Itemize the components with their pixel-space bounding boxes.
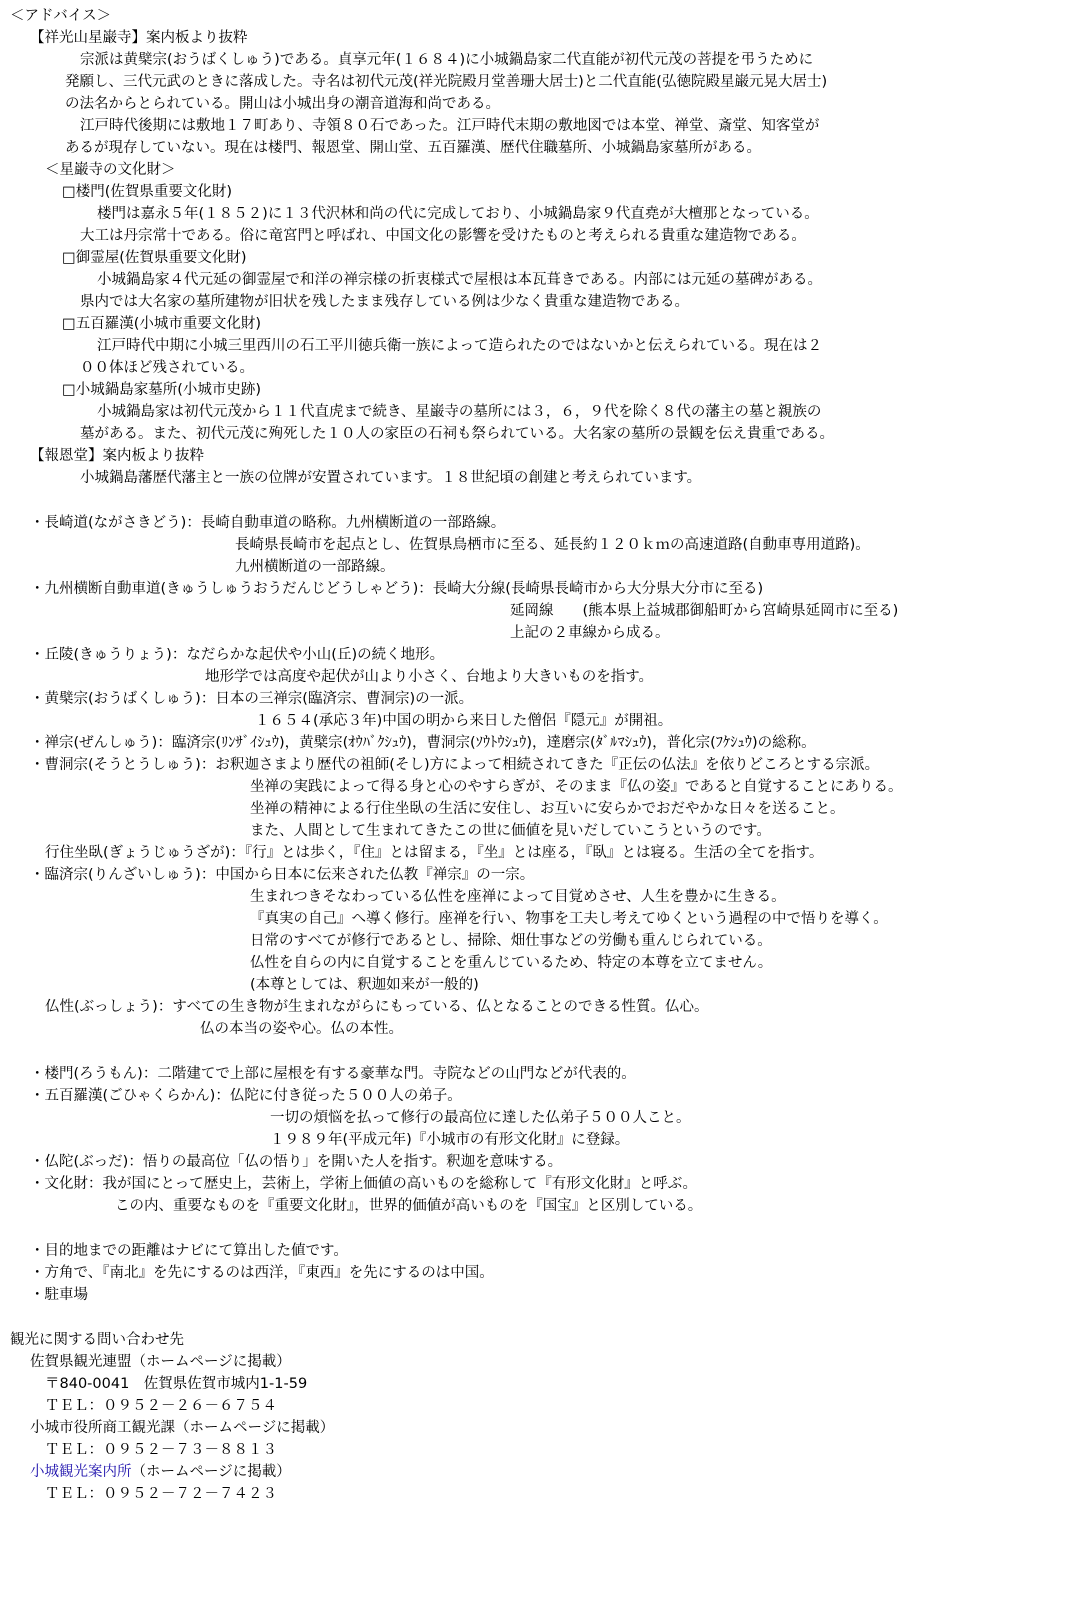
glossary-text-line: 九州横断道の一部路線。 [235, 559, 395, 575]
glossary-text-line: (本尊としては、釈迦如来が一般的) [250, 977, 479, 993]
glossary-text-line: 地形学では高度や起伏が山より小さく、台地より大きいものを指す。 [205, 669, 654, 685]
contact-ogi-city-office: 小城市役所商工観光課（ホームページに掲載） [30, 1420, 335, 1436]
note-distance: ・目的地までの距離はナビにて算出した値です。 [30, 1243, 348, 1259]
glossary-kyushu-odan: ・九州横断自動車道(きゅうしゅうおうだんじどうしゃどう)：長崎大分線(長崎県長崎市から大分県大分市に至る) [30, 581, 764, 597]
glossary-text-line: 日常のすべてが修行であるとし、掃除、畑仕事などの労働も重んじられている。 [250, 933, 772, 949]
seiganji-text-line: あるが現存していない。現在は楼門、報恩堂、開山堂、五百羅漢、歴代住職墓所、小城鍋島家墓所がある。 [65, 140, 761, 156]
glossary-rinzaishu: ・臨済宗(りんざいしゅう)：中国から日本に伝来された仏教『禅宗』の一宗。 [30, 867, 535, 883]
seiganji-text-line: 発願し、三代元武のときに落成した。寺名は初代元茂(祥光院殿月堂善珊大居士)と二代直能(弘徳院殿星巌元晃大居士) [65, 74, 828, 90]
contact-saga-tel: ＴＥＬ：０９５２－２６－６７５４ [45, 1398, 277, 1414]
bosho-text-line: 小城鍋島家は初代元茂から１１代直虎まで続き、星巌寺の墓所には３，６，９代を除く８代の藩主の墓と親族の [97, 404, 822, 420]
contact-saga-address: 〒840-0041 佐賀県佐賀市城内1-1-59 [45, 1376, 308, 1392]
contact-ogi-tourist-info-row [30, 1461, 291, 1483]
glossary-text-line: 延岡線 (熊本県上益城郡御船町から宮崎県延岡市に至る) [510, 603, 899, 619]
contact-saga-federation: 佐賀県観光連盟（ホームページに掲載） [30, 1354, 291, 1370]
romon-text-line: 楼門は嘉永５年(１８５２)に１３代沢林和尚の代に完成しており、小城鍋島家９代直堯が大檀那となっている。 [97, 206, 819, 222]
glossary-text-line: 『真実の自己』へ導く修行。座禅を行い、物事を工夫し考えてゆくという過程の中で悟りを導く。 [250, 911, 888, 927]
glossary-text-line: 一切の煩悩を払って修行の最高位に達した仏弟子５００人こと。 [270, 1110, 691, 1126]
glossary-budda: ・仏陀(ぶっだ)：悟りの最高位「仏の悟り」を開いた人を指す。釈迦を意味する。 [30, 1154, 563, 1170]
bosho-text-line: 墓がある。また、初代元茂に殉死した１０人の家臣の石祠も祭られている。大名家の墓所の景観を伝え貴重である。 [80, 426, 834, 442]
glossary-gohyakurakan: ・五百羅漢(ごひゃくらかん)：仏陀に付き従った５００人の弟子。 [30, 1088, 462, 1104]
glossary-text-line: 坐禅の実践によって得る身と心のやすらぎが、そのまま『仏の姿』であると自覚することにありる。 [250, 779, 903, 795]
otamaya-text-line: 小城鍋島家４代元延の御霊屋で和洋の禅宗様の折衷様式で屋根は本瓦葺きである。内部には元延の墓碑がある。 [97, 272, 822, 288]
glossary-bunkazai: ・文化財：我が国にとって歴史上，芸術上，学術上価値の高いものを総称して『有形文化財』と呼ぶ。 [30, 1176, 697, 1192]
glossary-text-line: 生まれつきそなわっている仏性を座禅によって目覚めさせ、人生を豊かに生きる。 [250, 889, 786, 905]
otamaya-heading: □御霊屋(佐賀県重要文化財) [62, 250, 247, 266]
contact-ogi-tourist-info-tel: ＴＥＬ：０９５２－７２－７４２３ [45, 1486, 277, 1502]
glossary-obakushu: ・黄檗宗(おうばくしゅう)：日本の三禅宗(臨済宗、曹洞宗)の一派。 [30, 691, 474, 707]
bosho-heading: □小城鍋島家墓所(小城市史跡) [62, 382, 262, 398]
glossary-text-line: 坐禅の精神による行住坐臥の生活に安住し、お互いに安らかでおだやかな日々を送ること。 [250, 801, 845, 817]
glossary-text-line: 長崎県長崎市を起点とし、佐賀県鳥栖市に至る、延長約１２０ｋｍの高速道路(自動車専用道路)。 [235, 537, 870, 553]
seiganji-text-line: 宗派は黄檗宗(おうばくしゅう)である。貞享元年(１６８４)に小城鍋島家二代直能が初代元茂の菩提を弔うために [80, 52, 814, 68]
advice-heading: ＜アドバイス＞ [10, 8, 112, 24]
glossary-text-line: この内、重要なものを『重要文化財』，世界的価値が高いものを『国宝』と区別している。 [115, 1198, 703, 1214]
seiganji-text-line: 江戸時代後期には敷地１７町あり、寺領８０石であった。江戸時代末期の敷地図では本堂、禅堂、斎堂、知客堂が [80, 118, 820, 134]
glossary-text-line: 仏の本当の姿や心。仏の本性。 [200, 1021, 403, 1037]
gohyakurakan-text-line: ００体ほど残されている。 [80, 360, 254, 376]
glossary-text-line: 上記の２車線から成る。 [510, 625, 670, 641]
glossary-text-line: 仏性を自らの内に自覚することを重んじているため、特定の本尊を立てません。 [250, 955, 773, 971]
hoondo-text-line: 小城鍋島藩歴代藩主と一族の位牌が安置されています。１８世紀頃の創建と考えられています。 [80, 470, 702, 486]
seiganji-sign-heading: 【祥光山星巌寺】案内板より抜粋 [30, 30, 248, 46]
glossary-text-line: １９８９年(平成元年)『小城市の有形文化財』に登録。 [270, 1132, 630, 1148]
glossary-zenshu: ・禅宗(ぜんしゅう)：臨済宗(ﾘﾝｻﾞｲｼｭｳ)，黄檗宗(ｵｳﾊﾞｸｼｭｳ)，曹洞宗(ｿｳﾄｳｼｭｳ)，達磨宗(ﾀﾞﾙﾏｼｭｳ)，普化宗(ﾌｹｼｭｳ)の総称。 [30, 735, 816, 751]
romon-text-line: 大工は丹宗常十である。俗に竜宮門と呼ばれ、中国文化の影響を受けたものと考えられる貴重な建造物である。 [80, 228, 806, 244]
contact-ogi-city-tel: ＴＥＬ：０９５２－７３－８８１３ [45, 1442, 277, 1458]
contact-ogi-tourist-info-note: （ホームページに掲載） [131, 1464, 291, 1480]
glossary-gyojuzaga: 行住坐臥(ぎょうじゅうざが)：『行』とは歩く，『住』とは留まる，『坐』とは座る，『臥』とは寝る。生活の全てを指す。 [45, 845, 824, 861]
otamaya-text-line: 県内では大名家の墓所建物が旧状を残したまま残存している例は少なく貴重な建造物である。 [80, 294, 689, 310]
ogi-tourist-info-link[interactable]: 小城観光案内所 [30, 1464, 132, 1480]
seiganji-text-line: の法名からとられている。開山は小城出身の潮音道海和尚である。 [65, 96, 500, 112]
glossary-sotoshu: ・曹洞宗(そうとうしゅう)：お釈迦さまより歴代の祖師(そし)方によって相続されてきた『正伝の仏法』を依りどころとする宗派。 [30, 757, 880, 773]
gohyakurakan-text-line: 江戸時代中期に小城三里西川の石工平川徳兵衛一族によって造られたのではないかと伝えられている。現在は２ [97, 338, 822, 354]
glossary-bussho: 仏性(ぶっしょう)：すべての生き物が生まれながらにもっている、仏となることのできる性質。仏心。 [45, 999, 709, 1015]
glossary-kyuryo: ・丘陵(きゅうりょう)：なだらかな起伏や小山(丘)の続く地形。 [30, 647, 445, 663]
glossary-text-line: また、人間として生まれてきたこの世に価値を見いだしていこうというのです。 [250, 823, 771, 839]
romon-heading: □楼門(佐賀県重要文化財) [62, 184, 233, 200]
hoondo-heading: 【報恩堂】案内板より抜粋 [30, 448, 204, 464]
glossary-nagasakido: ・長崎道(ながさきどう)：長崎自動車道の略称。九州横断道の一部路線。 [30, 515, 506, 531]
note-parking: ・駐車場 [30, 1287, 88, 1303]
contact-heading: 観光に関する問い合わせ先 [10, 1332, 184, 1348]
gohyakurakan-heading: □五百羅漢(小城市重要文化財) [62, 316, 262, 332]
glossary-romon: ・楼門(ろうもん)：二階建てで上部に屋根を有する豪華な門。寺院などの山門などが代表的。 [30, 1066, 636, 1082]
glossary-text-line: １６５４(承応３年)中国の明から来日した僧侶『隠元』が開祖。 [255, 713, 673, 729]
note-direction: ・方角で、『南北』を先にするのは西洋，『東西』を先にするのは中国。 [30, 1265, 494, 1281]
cultural-assets-heading: ＜星巌寺の文化財＞ [45, 162, 176, 178]
